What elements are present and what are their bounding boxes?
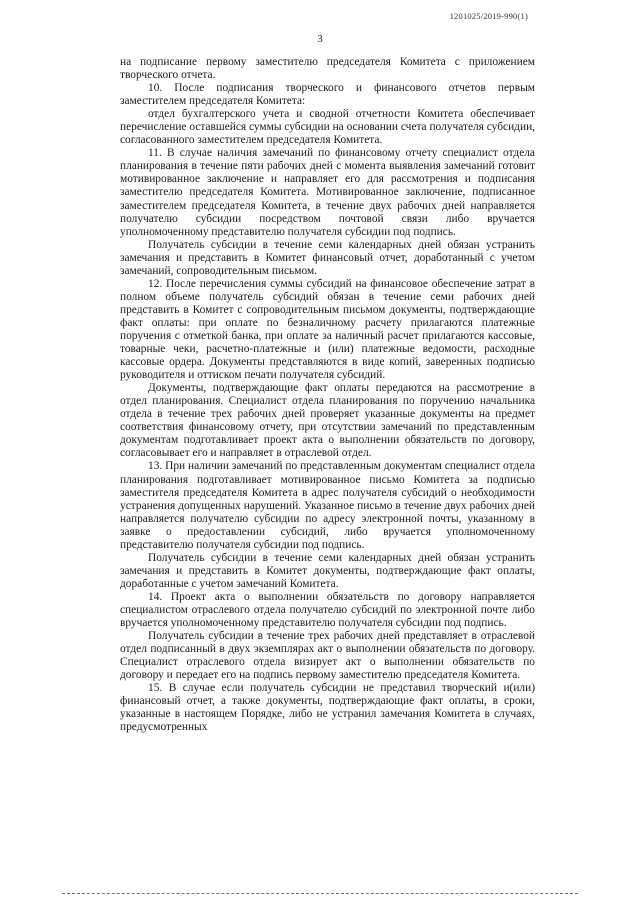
paragraph-item-13-recipient: Получатель субсидии в течение семи календарных дней обязан устранить замечания и представить в Комитет документы, подтверждающие факт оплаты, доработанные с учетом замечаний Комитета. — [120, 551, 535, 590]
paragraph-item-12-review: Документы, подтверждающие факт оплаты передаются на рассмотрение в отдел планирования. Специалист отдела планирования по поручению начальника отдела в течение трех рабочих дней проверяет указанные документы на предмет соответствия финансовому отчету, при отсутствии замечаний по представленным документам подготавливает проект акта о выполнении обязательств по договору, согласовывает его и направляет в отраслевой отдел. — [120, 382, 535, 460]
paragraph-item-15: 15. В случае если получатель субсидии не представил творческий и(или) финансовый отчет, а также документы, подтверждающие факт оплаты, в сроки, указанные в настоящем Порядке, либо не устранил замечания Комитета в случаях, предусмотренных — [120, 682, 535, 734]
paragraph-item-14: 14. Проект акта о выполнении обязательств по договору направляется специалистом отраслевого отдела получателю субсидий по электронной почте либо вручается уполномоченному представителю получателя субсидии под подпись. — [120, 590, 535, 630]
paragraph-item-13: 13. При наличии замечаний по представленным документам специалист отдела планирования подготавливает мотивированное письмо Комитета за подписью заместителя председателя Комитета в адрес получателя субсидий о необходимости устранения допущенных нарушений. Указанное письмо в течение двух рабочих дней направляется получателю субсидии по адресу электронной почты, указанному в заявке о предоставлении субсидий, либо вручается уполномоченному представителю получателя субсидии под подпись. — [120, 460, 535, 551]
paragraph-item-12: 12. После перечисления суммы субсидий на финансовое обеспечение затрат в полном объеме получатель субсидий обязан в течение семи рабочих дней представить в Комитет с сопроводительным письмом документы, подтверждающие факт оплаты: при оплате по безналичному расчету прилагаются платежные поручения с отметкой банка, при оплате за наличный расчет прилагаются кассовые, товарные чеки, расчетно-платежные и (или) платежные ведомости, расходные кассовые ордера. Документы представляются в виде копий, заверенных подписью руководителя и оттиском печати получателя субсидий. — [120, 277, 535, 382]
page-number: 3 — [317, 33, 323, 45]
paragraph-item-14-recipient: Получатель субсидии в течение трех рабочих дней представляет в отраслевой отдел подписанный в двух экземплярах акт о выполнении обязательств по договору. Специалист отраслевого отдела визирует акт о выполнении обязательств по договору и передает его на подпись первому заместителю председателя Комитета. — [120, 630, 535, 682]
paragraph-item-11-recipient: Получатель субсидии в течение семи календарных дней обязан устранить замечания и представить в Комитет финансовый отчет, доработанный с учетом замечаний, сопроводительным письмом. — [120, 238, 535, 277]
paragraph-item-11: 11. В случае наличия замечаний по финансовому отчету специалист отдела планирования в течение пяти рабочих дней с момента выявления замечаний готовит мотивированное заключение и направляет его для рассмотрения и подписания заместителю председателя Комитета. Мотивированное заключение, подписанное заместителем председателя Комитета, в течение двух рабочих дней направляется получателю субсидии посредством почтовой связи либо вручается уполномоченному представителю получателя субсидии под подпись. — [120, 147, 535, 238]
document-registration-code: 1201025/2019-990(1) — [449, 11, 528, 21]
footer-separator-line — [62, 893, 578, 894]
paragraph-item-10-accounting: отдел бухгалтерского учета и сводной отчетности Комитета обеспечивает перечисление оставшейся суммы субсидии на основании счета получателя субсидии, согласованного заместителем председателя Комитета. — [120, 108, 536, 147]
paragraph-item-10: 10. После подписания творческого и финансового отчетов первым заместителем председателя Комитета: — [120, 82, 535, 108]
paragraph-continuation: на подписание первому заместителю председателя Комитета с приложением творческого отчета. — [120, 56, 535, 82]
document-body — [120, 56, 535, 734]
